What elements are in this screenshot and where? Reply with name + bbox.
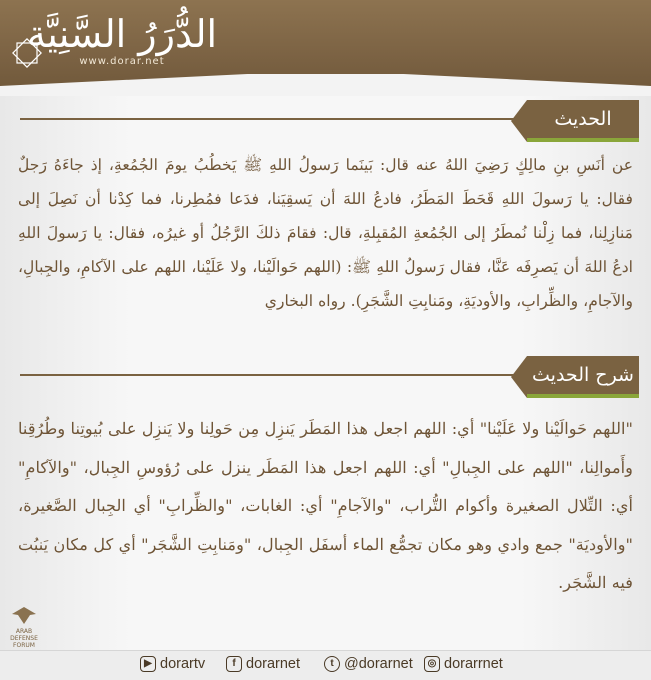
- social-instagram[interactable]: [424, 656, 503, 672]
- brand-url: www.dorar.net: [79, 56, 165, 67]
- divider: [20, 118, 520, 120]
- footer: [0, 650, 651, 680]
- section-label-hadith: الحديث: [527, 100, 639, 142]
- divider: [20, 374, 520, 376]
- instagram-handle: dorarrnet: [444, 656, 503, 672]
- twitter-handle: @dorarnet: [344, 656, 413, 672]
- logo-star-icon: [10, 36, 44, 70]
- youtube-icon: ▶: [140, 656, 156, 672]
- watermark-badge: [4, 604, 44, 649]
- eagle-icon: [10, 604, 38, 626]
- facebook-handle: dorarnet: [246, 656, 301, 672]
- twitter-icon: t: [324, 656, 340, 672]
- youtube-handle: dorartv: [160, 656, 206, 672]
- social-twitter[interactable]: [324, 656, 413, 672]
- social-facebook[interactable]: [226, 656, 300, 672]
- facebook-icon: f: [226, 656, 242, 672]
- sharh-text: "اللهم حَوالَيْنا ولا عَلَيْنا" أي: اللهم اجعل هذا المَطَر يَنزِل مِن حَولِنا ولا يَنزِل على بُيوتِنا وطُرُقِنا وأَموالِنا، "اللهم على الجِبالِ" أي: اللهم اجعل هذا المَطَر ينزل على رُؤوسِ الجِبال، "والآكامِ" أي: التِّلال الصغيرة وأكوام التُّراب، "والآجامِ" أي: الغابات، "والظِّرابِ" أي الجِبال الصَّغيرة، "والأوديَة" جمع وادي وهو مكان تجمُّع الماء أسفَل الجِبال، "ومَنابِتِ الشَّجَر" أي كل مكان يَنبُت فيه الشَّجَر.: [18, 419, 633, 592]
- watermark-text: ARAB DEFENSE FORUM: [10, 628, 38, 649]
- brand-logo[interactable]: [22, 12, 222, 74]
- instagram-icon: ◎: [424, 656, 440, 672]
- social-youtube[interactable]: [140, 656, 205, 672]
- brand-name: الدُّرَرُ السَّنِيَّة: [26, 12, 218, 56]
- section-label-sharh: شرح الحديث: [527, 356, 639, 398]
- hadith-text: عن أنَسِ بنِ مالِكٍ رَضِيَ اللهُ عنه قال: بَينَما رَسولُ اللهِ ﷺ يَخطُبُ يومَ الجُمُعةِ، إذ جاءَهُ رَجلٌ فقال: يا رَسولَ اللهِ قَحَطَ المَطَرُ، فادعُ اللهَ أن يَسقِيَنا، فدَعا فمُطِرنا، فما كِدْنا أن نَصِلَ إلى مَنازِلِنا، فما زِلْنا نُمطَرُ إلى الجُمُعةِ المُقبِلةِ، قال: فقامَ ذلكَ الرَّجُلُ أو غيرُه، فقال: يا رَسولَ اللهِ ادعُ اللهَ أن يَصرِفَه عَنَّا، فقال رَسولُ اللهِ ﷺ: (اللهم حَوالَيْنا، ولا عَلَيْنا، اللهم على الآكامِ، والجِبالِ، والآجامِ، والظِّرابِ، والأوديَةِ، ومَنابِتِ الشَّجَرِ). رواه البخاري: [18, 156, 633, 310]
